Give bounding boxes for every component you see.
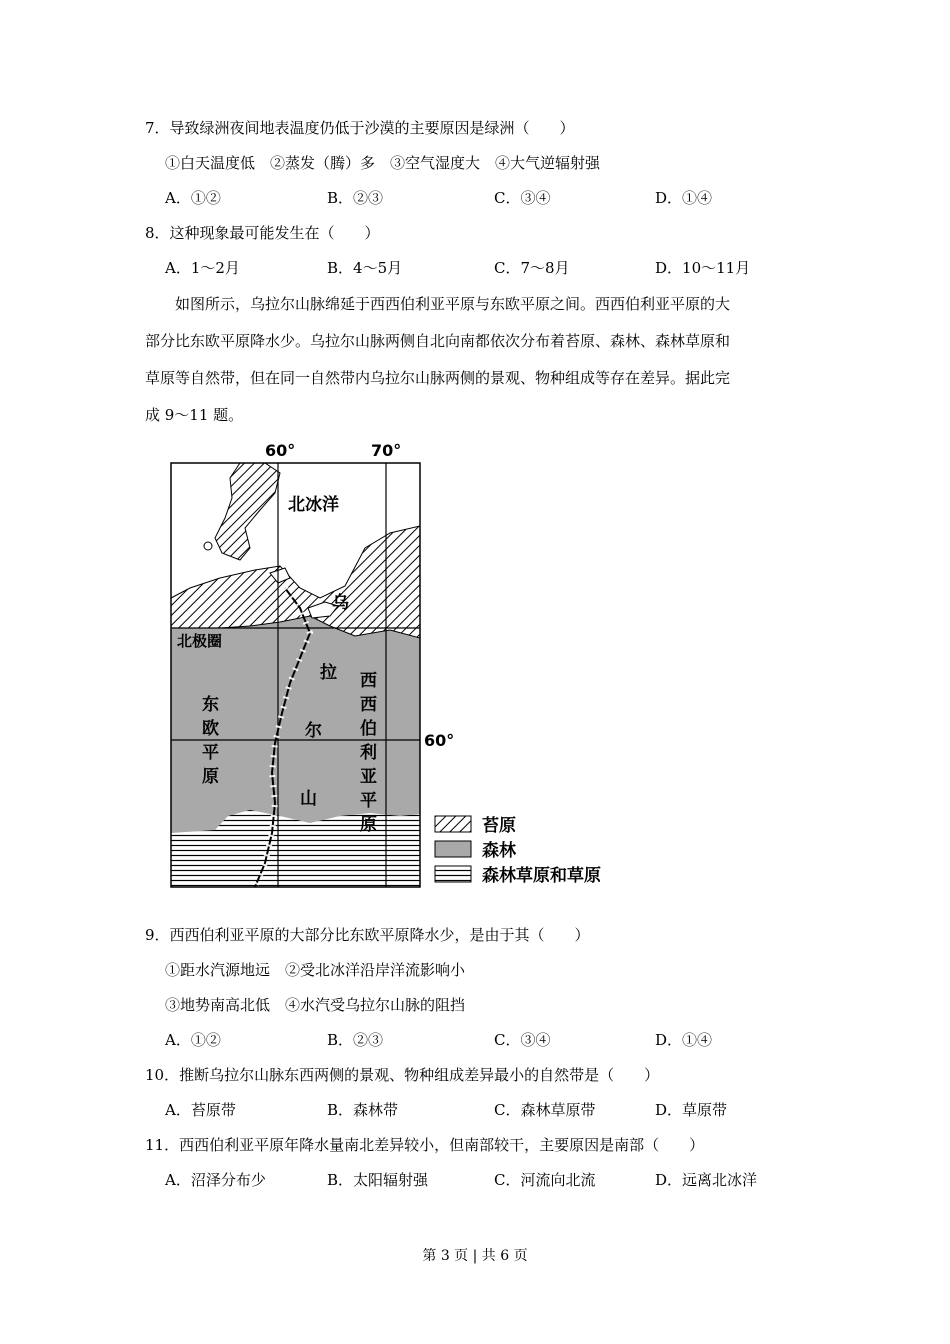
q9-option-b: B．②③: [327, 1031, 384, 1049]
svg-text:乌: 乌: [332, 593, 349, 613]
q8-option-b: B．4～5月: [327, 259, 403, 277]
q11-stem: 11．西西伯利亚平原年降水量南北差异较小，但南部较干，主要原因是南部（ ）: [145, 1136, 705, 1154]
svg-text:拉: 拉: [320, 663, 337, 683]
q7-items: ①白天温度低 ②蒸发（腾）多 ③空气湿度大 ④大气逆辐射强: [165, 154, 601, 172]
q9-items-2: ③地势南高北低 ④水汽受乌拉尔山脉的阻挡: [165, 996, 466, 1014]
q8-option-c: C．7～8月: [494, 259, 570, 277]
q10-option-b: B．森林带: [327, 1101, 399, 1119]
q7-option-b: B．②③: [327, 189, 384, 207]
svg-text:原: 原: [202, 767, 219, 787]
q7-option-d: D．①④: [655, 189, 713, 207]
q9-option-a: A．①②: [165, 1031, 221, 1049]
svg-text:亚: 亚: [360, 767, 377, 787]
q9-option-d: D．①④: [655, 1031, 713, 1049]
passage-line-2: 部分比东欧平原降水少。乌拉尔山脉两侧自北向南都依次分布着苔原、森林、森林草原和: [145, 332, 731, 350]
legend-forest: 森林: [482, 841, 516, 861]
passage-line-4: 成 9～11 题。: [145, 406, 244, 424]
lon-60-label: 60°: [265, 441, 296, 460]
svg-text:尔: 尔: [305, 721, 322, 741]
page-footer: 第 3 页 | 共 6 页: [422, 1248, 528, 1264]
map-legend: [435, 815, 601, 886]
q11-option-c: C．河流向北流: [494, 1171, 596, 1189]
ural-map: [160, 438, 640, 893]
q8-stem: 8．这种现象最可能发生在（ ）: [145, 224, 380, 242]
svg-text:欧: 欧: [202, 719, 219, 739]
legend-steppe: 森林草原和草原: [482, 866, 601, 886]
svg-text:平: 平: [202, 743, 219, 763]
q8-option-d: D．10～11月: [655, 259, 751, 277]
arctic-circle-label: 北极圈: [177, 632, 223, 650]
svg-text:利: 利: [360, 743, 377, 763]
q9-option-c: C．③④: [494, 1031, 551, 1049]
q10-option-a: A．苔原带: [165, 1101, 236, 1119]
lon-70-label: 70°: [371, 441, 402, 460]
q7-option-c: C．③④: [494, 189, 551, 207]
q9-items-1: ①距水汽源地远 ②受北冰洋沿岸洋流影响小: [165, 961, 466, 979]
arctic-ocean-label: 北冰洋: [288, 495, 339, 515]
svg-text:山: 山: [300, 789, 317, 809]
svg-text:东: 东: [202, 695, 219, 715]
lat-60-label: 60°: [424, 731, 455, 750]
q11-option-a: A．沼泽分布少: [165, 1171, 266, 1189]
svg-text:西: 西: [360, 695, 377, 715]
q7-option-a: A．①②: [165, 189, 221, 207]
q10-option-c: C．森林草原带: [494, 1101, 596, 1119]
svg-text:原: 原: [360, 815, 377, 835]
q11-option-b: B．太阳辐射强: [327, 1171, 429, 1189]
svg-text:平: 平: [360, 791, 377, 811]
q7-stem: 7．导致绿洲夜间地表温度仍低于沙漠的主要原因是绿洲（ ）: [145, 119, 575, 137]
q10-option-d: D．草原带: [655, 1101, 728, 1119]
svg-text:西: 西: [360, 671, 377, 691]
passage-line-3: 草原等自然带，但在同一自然带内乌拉尔山脉两侧的景观、物种组成等存在差异。据此完: [145, 369, 731, 387]
q11-option-d: D．远离北冰洋: [655, 1171, 758, 1189]
passage-line-1: 如图所示，乌拉尔山脉绵延于西西伯利亚平原与东欧平原之间。西西伯利亚平原的大: [175, 295, 731, 313]
q10-stem: 10．推断乌拉尔山脉东西两侧的景观、物种组成差异最小的自然带是（ ）: [145, 1066, 660, 1084]
q9-stem: 9．西西伯利亚平原的大部分比东欧平原降水少，是由于其（ ）: [145, 926, 590, 944]
q8-option-a: A．1～2月: [165, 259, 240, 277]
legend-tundra: 苔原: [482, 816, 516, 836]
svg-text:伯: 伯: [360, 719, 377, 739]
